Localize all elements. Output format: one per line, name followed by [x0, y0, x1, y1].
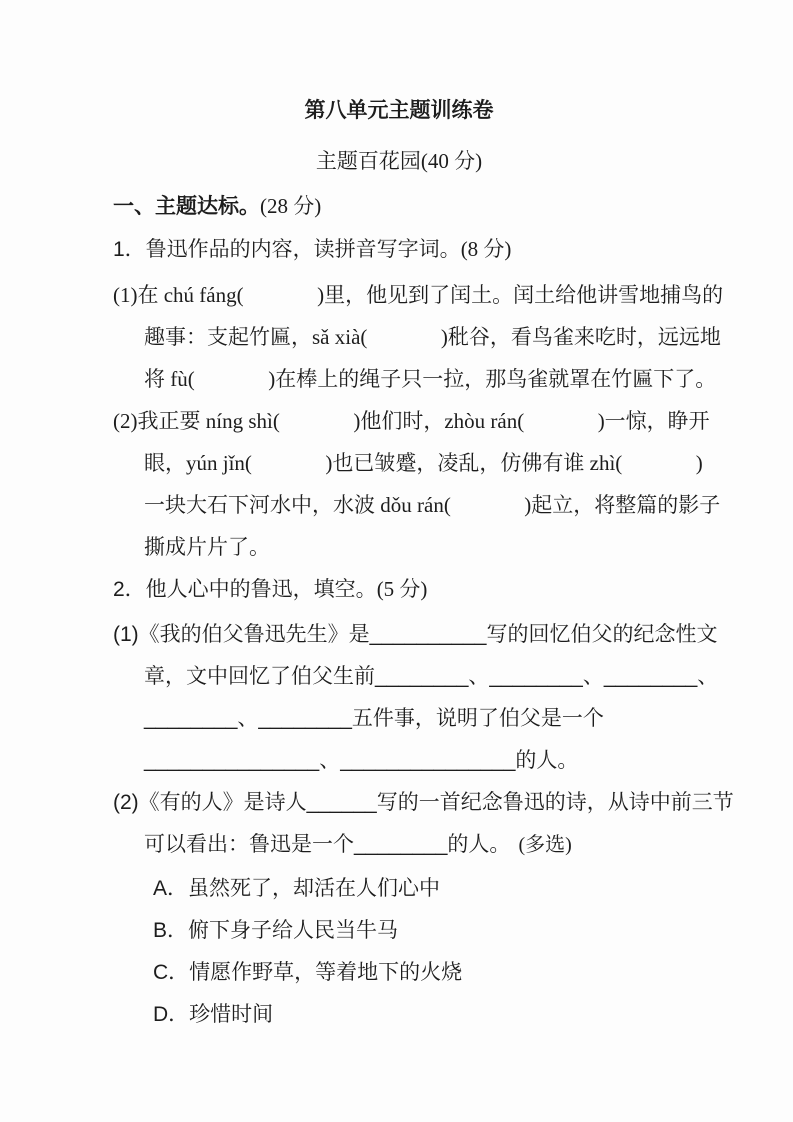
q2-stem — [113, 568, 685, 611]
section-heading — [113, 185, 685, 228]
q2-part1-line-4: _______________、_______________的人。 — [144, 749, 579, 772]
paper-title: 第八单元主题训练卷 — [304, 99, 494, 122]
q2-option-b: B．俯下身子给人民当牛马 — [153, 919, 399, 942]
q2-options — [113, 868, 685, 1036]
paper-content — [113, 90, 734, 1036]
q2-stem-score: (5 分) — [376, 577, 428, 601]
q1-part1-line-2: 趣事：支起竹匾，sǎ xià( )秕谷，看鸟雀来吃时，远远地 — [144, 325, 721, 349]
q2-part1-line-2: 章，文中回忆了伯父生前________、________、________、 — [144, 665, 719, 688]
q2-part1-line-3: ________、________五件事，说明了伯父是一个 — [144, 707, 604, 730]
q2-stem-text: 2．他人心中的鲁迅，填空。 — [113, 578, 377, 601]
q2-option-c: C．情愿作野草，等着地下的火烧 — [153, 961, 463, 984]
q2-part2-line-2-text: 可以看出：鲁迅是一个________的人。 — [144, 833, 511, 856]
q1-stem — [113, 228, 685, 271]
q2-part2-line-2 — [113, 824, 685, 866]
section-heading-score: (28 分) — [260, 194, 322, 218]
q2-option-a: A．虽然死了，却活在人们心中 — [153, 877, 441, 900]
q2-option-d: D．珍惜时间 — [153, 1003, 274, 1026]
q2-multi-select-note: (多选) — [518, 834, 572, 856]
q1-part2-line-1: (2)我正要 níng shì( )他们时，zhòu rán( )一惊，睁开 — [113, 409, 710, 433]
q1-stem-score: (8 分) — [460, 237, 512, 261]
paper-subtitle: 主题百花园(40 分) — [315, 149, 483, 173]
q1-part2-line-2: 眼，yún jǐn( )也已皱蹙，凌乱，仿佛有谁 zhì( ) — [144, 451, 703, 475]
section-heading-text: 一、主题达标。 — [113, 195, 260, 218]
q1-part2-line-4: 撕成片片了。 — [144, 535, 270, 559]
q1-part2-line-3: 一块大石下河水中，水波 dǒu rán( )起立，将整篇的影子 — [144, 493, 721, 517]
q2-part2-line-1: (2)《有的人》是诗人______写的一首纪念鲁迅的诗，从诗中前三节 — [113, 791, 734, 814]
q1-stem-text: 1．鲁迅作品的内容，读拼音写字词。 — [113, 238, 461, 261]
q2-part1-line-1: (1)《我的伯父鲁迅先生》是__________写的回忆伯父的纪念性文 — [113, 623, 718, 646]
q1-part1-line-1: (1)在 chú fáng( )里，他见到了闰土。闰土给他讲雪地捕鸟的 — [113, 283, 724, 307]
q1-part1-line-3: 将 fù( )在棒上的绳子只一拉，那鸟雀就罩在竹匾下了。 — [144, 367, 717, 391]
